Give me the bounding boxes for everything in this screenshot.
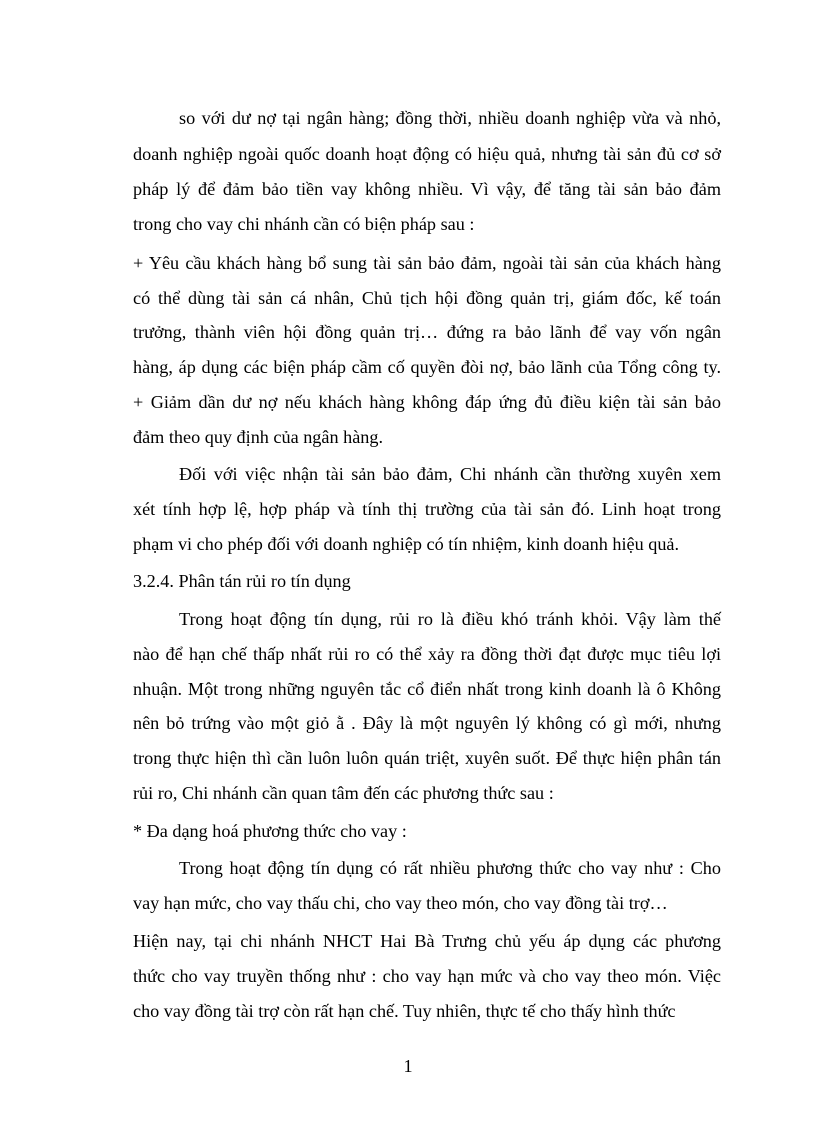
text-line: pháp lý để đảm bảo tiền vay không nhiều. Vì vậy, để tăng tài sản bảo đảm	[133, 179, 721, 199]
text-line: hàng, áp dụng các biện pháp cầm cố quyền đòi nợ, bảo lãnh của Tổng công ty.	[133, 357, 721, 377]
text-line: thức cho vay truyền thống như : cho vay hạn mức và cho vay theo món. Việc	[133, 966, 721, 986]
text-line: phạm vi cho phép đối với doanh nghiệp có tín nhiệm, kinh doanh hiệu quả.	[133, 534, 680, 554]
text-line: + Giảm dần dư nợ nếu khách hàng không đáp ứng đủ điều kiện tài sản bảo	[133, 392, 721, 412]
text-line: trong thực hiện thì cần luôn luôn quán triệt, xuyên suốt. Để thực hiện phân tán	[133, 748, 721, 768]
text-line: Hiện nay, tại chi nhánh NHCT Hai Bà Trưng chủ yếu áp dụng các phương	[133, 931, 721, 951]
text-line: so với dư nợ tại ngân hàng; đồng thời, nhiều doanh nghiệp vừa và nhỏ,	[179, 108, 721, 128]
text-line: xét tính hợp lệ, hợp pháp và tính thị trường của tài sản đó. Linh hoạt trong	[133, 499, 721, 519]
text-line: trưởng, thành viên hội đồng quản trị… đứng ra bảo lãnh để vay vốn ngân	[133, 322, 721, 342]
text-line: vay hạn mức, cho vay thấu chi, cho vay theo món, cho vay đồng tài trợ…	[133, 893, 668, 913]
text-line: trong cho vay chi nhánh cần có biện pháp sau :	[133, 214, 475, 234]
text-line: rủi ro, Chi nhánh cần quan tâm đến các phương thức sau :	[133, 783, 554, 803]
list-heading: * Đa dạng hoá phương thức cho vay :	[133, 821, 407, 841]
text-line: đảm theo quy định của ngân hàng.	[133, 427, 384, 447]
text-line: + Yêu cầu khách hàng bổ sung tài sản bảo đảm, ngoài tài sản của khách hàng	[133, 253, 721, 273]
text-line: có thể dùng tài sản cá nhân, Chủ tịch hội đồng quản trị, giám đốc, kế toán	[133, 288, 721, 308]
text-line: Trong hoạt động tín dụng có rất nhiều phương thức cho vay như : Cho	[179, 858, 721, 878]
text-line: nên bỏ trứng vào một giỏ ằ . Đây là một nguyên lý không có gì mới, nhưng	[133, 713, 721, 733]
text-line: nào để hạn chế thấp nhất rủi ro có thể xảy ra đồng thời đạt được mục tiêu lợi	[133, 644, 721, 664]
text-line: doanh nghiệp ngoài quốc doanh hoạt động có hiệu quả, nhưng tài sản đủ cơ sở	[133, 144, 721, 164]
section-heading: 3.2.4. Phân tán rủi ro tín dụng	[133, 571, 351, 591]
text-line: Đối với việc nhận tài sản bảo đảm, Chi nhánh cần thường xuyên xem	[179, 464, 721, 484]
text-line: Trong hoạt động tín dụng, rủi ro là điều khó tránh khỏi. Vậy làm thế	[179, 609, 721, 629]
text-line: nhuận. Một trong những nguyên tắc cổ điển nhất trong kinh doanh là ô Không	[133, 679, 721, 699]
text-line: cho vay đồng tài trợ còn rất hạn chế. Tuy nhiên, thực tế cho thấy hình thức	[133, 1001, 676, 1021]
page-number: 1	[403, 1056, 413, 1076]
